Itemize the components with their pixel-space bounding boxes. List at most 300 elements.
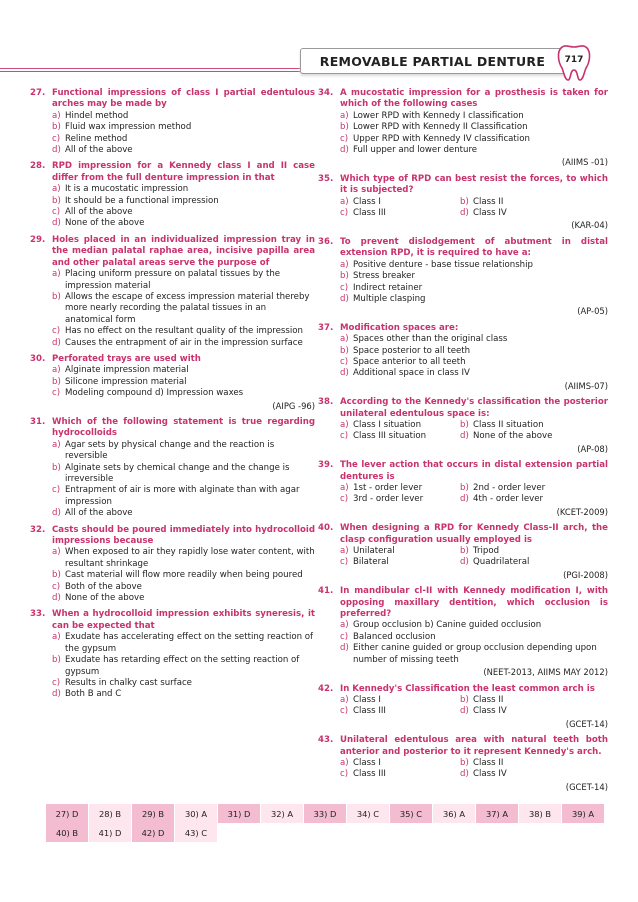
option-letter: b) xyxy=(52,122,61,133)
option-letter: c) xyxy=(340,494,349,505)
answer-row-1 xyxy=(46,804,606,823)
option-text: Tripod xyxy=(473,546,500,557)
question-header xyxy=(318,523,608,546)
option-letter: d) xyxy=(52,508,61,519)
option-text: Fluid wax impression method xyxy=(65,122,192,133)
option-row xyxy=(30,508,315,519)
option-text: Entrapment of air is more with alginate than with agar impression xyxy=(65,485,300,507)
option-row xyxy=(30,463,315,486)
option-right xyxy=(460,546,580,557)
question-number: 28. xyxy=(30,161,46,172)
option-letter: b) xyxy=(52,195,61,206)
option-left xyxy=(340,197,460,208)
option-letter: a) xyxy=(52,439,61,450)
option-row xyxy=(318,145,608,156)
question-header xyxy=(318,88,608,111)
option-left xyxy=(340,758,460,769)
option-text: It is a mucostatic impression xyxy=(65,184,189,195)
option-text: Class II situation xyxy=(473,419,544,430)
option-row xyxy=(318,643,608,666)
question-number: 36. xyxy=(318,236,334,247)
question-header xyxy=(318,460,608,483)
answer-cell: 28) B xyxy=(89,804,132,823)
option-text: None of the above xyxy=(65,218,145,229)
option-row xyxy=(30,207,315,218)
option-text: Exudate has retarding effect on the setting reaction of gypsum xyxy=(65,655,300,677)
option-letter: a) xyxy=(340,483,349,493)
option-text: When exposed to air they rapidly lose water content, with resultant shrinkage xyxy=(65,547,315,569)
option-letter: b) xyxy=(340,122,349,133)
option-letter: c) xyxy=(340,208,349,219)
option-text: Exudate has accelerating effect on the setting reaction of the gypsum xyxy=(65,632,314,654)
right-column xyxy=(318,88,608,798)
option-pair-row xyxy=(318,494,608,505)
answer-cell: 30) A xyxy=(175,804,218,823)
option-letter: d) xyxy=(52,593,61,604)
question-source: (PGI-2008) xyxy=(563,569,608,580)
option-letter: d) xyxy=(340,368,349,379)
option-letter: c) xyxy=(340,133,349,144)
option-text: Causes the entrapment of air in the impression surface xyxy=(65,337,303,348)
option-text: Cast material will flow more readily when being poured xyxy=(65,570,303,581)
question-block xyxy=(30,354,315,412)
option-left xyxy=(340,546,460,557)
option-letter: b) xyxy=(340,345,349,356)
question-block xyxy=(318,684,608,731)
question-source: (NEET-2013, AIIMS MAY 2012) xyxy=(483,667,608,678)
option-text: Group occlusion b) Canine guided occlusion xyxy=(353,620,542,631)
option-text: Balanced occlusion xyxy=(353,631,436,642)
option-text: Class III xyxy=(353,769,386,780)
option-text: Modeling compound d) Impression waxes xyxy=(65,388,244,399)
question-block xyxy=(30,161,315,229)
question-header xyxy=(318,323,608,334)
option-row xyxy=(30,582,315,593)
option-text: Class III xyxy=(353,208,386,219)
answer-cell: 39) A xyxy=(562,804,605,823)
question-source: (AP-08) xyxy=(577,443,608,454)
option-text: Silicone impression material xyxy=(65,376,187,387)
option-letter: c) xyxy=(52,326,61,337)
option-text: Lower RPD with Kennedy II Classification xyxy=(353,122,528,133)
option-right xyxy=(460,695,580,706)
answer-cell: 33) D xyxy=(304,804,347,823)
tooth-icon xyxy=(555,42,593,82)
option-letter: a) xyxy=(340,620,349,631)
option-text: Class IV xyxy=(473,208,507,219)
option-text: Space anterior to all teeth xyxy=(353,356,466,367)
question-text: Perforated trays are used with xyxy=(52,353,201,364)
question-header xyxy=(318,684,608,695)
question-block xyxy=(318,323,608,392)
question-header xyxy=(318,174,608,197)
question-text: Casts should be poured immediately into hydrocolloid impressions because xyxy=(52,524,315,547)
question-number: 30. xyxy=(30,353,46,364)
option-text: Agar sets by physical change and the reaction is reversible xyxy=(65,439,275,462)
question-block xyxy=(318,586,608,678)
question-header xyxy=(30,525,315,548)
question-text: When a hydrocolloid impression exhibits syneresis, it can be expected that xyxy=(52,609,315,631)
option-left xyxy=(340,706,460,717)
question-text: Modification spaces are: xyxy=(340,322,459,333)
option-right xyxy=(460,706,580,717)
option-letter: b) xyxy=(52,570,61,581)
question-source: (AIIMS -01) xyxy=(561,157,608,168)
option-right xyxy=(460,431,580,442)
answer-cell: 37) A xyxy=(476,804,519,823)
option-row xyxy=(318,294,608,305)
question-header xyxy=(318,735,608,758)
page-number: 717 xyxy=(564,55,584,65)
option-pair-row xyxy=(318,695,608,706)
question-number: 31. xyxy=(30,416,46,427)
option-text: Class I xyxy=(353,694,381,705)
left-column xyxy=(30,88,315,706)
option-pair-row xyxy=(318,557,608,568)
question-text: RPD impression for a Kennedy class I and II case differ from the full denture impression in that xyxy=(52,161,315,183)
option-pair-row xyxy=(318,758,608,769)
answer-key xyxy=(46,804,606,842)
option-text: Class II xyxy=(473,757,504,768)
option-letter: c) xyxy=(340,282,349,293)
question-block xyxy=(30,235,315,349)
option-letter: d) xyxy=(460,208,469,219)
option-text: Quadrilateral xyxy=(473,557,530,568)
option-letter: b) xyxy=(52,291,61,302)
question-number: 43. xyxy=(318,735,334,746)
option-row xyxy=(318,122,608,133)
question-text: When designing a RPD for Kennedy Class-II arch, the clasp configuration usually employed is xyxy=(340,523,608,545)
option-letter: b) xyxy=(460,419,469,430)
question-number: 37. xyxy=(318,322,334,333)
option-letter: c) xyxy=(52,133,61,144)
option-left xyxy=(340,695,460,706)
option-text: Class IV xyxy=(473,706,507,717)
option-letter: d) xyxy=(460,706,469,717)
option-row xyxy=(318,283,608,294)
question-block xyxy=(318,88,608,169)
option-text: Unilateral xyxy=(353,546,395,557)
option-letter: c) xyxy=(52,207,61,218)
option-pair-row xyxy=(318,208,608,219)
question-header xyxy=(30,354,315,365)
option-letter: a) xyxy=(52,632,61,643)
option-letter: a) xyxy=(340,546,349,557)
option-row xyxy=(30,388,315,399)
page-header xyxy=(0,42,638,82)
option-text: Spaces other than the original class xyxy=(353,334,508,345)
option-right xyxy=(460,208,580,219)
option-letter: d) xyxy=(52,337,61,348)
question-block xyxy=(318,735,608,793)
question-block xyxy=(318,460,608,518)
question-header xyxy=(30,88,315,111)
option-letter: b) xyxy=(460,694,469,705)
question-text: Unilateral edentulous area with natural teeth both anterior and posterior to it represent Kennedy's arch. xyxy=(340,735,608,757)
answer-cell: 32) A xyxy=(261,804,304,823)
option-letter: c) xyxy=(340,557,349,568)
question-number: 34. xyxy=(318,88,334,98)
question-header xyxy=(30,235,315,269)
option-right xyxy=(460,769,580,780)
answer-cell: 43) C xyxy=(175,823,218,842)
option-text: Class I situation xyxy=(353,419,422,430)
option-row xyxy=(30,440,315,463)
option-text: Results in chalky cast surface xyxy=(65,677,192,688)
option-letter: a) xyxy=(340,757,349,768)
question-number: 33. xyxy=(30,609,46,620)
option-row xyxy=(318,260,608,271)
option-left xyxy=(340,483,460,494)
option-row xyxy=(30,184,315,195)
answer-row-2 xyxy=(46,823,606,842)
question-block xyxy=(30,525,315,605)
option-letter: c) xyxy=(340,431,349,442)
answer-cell: 34) C xyxy=(347,804,390,823)
option-letter: c) xyxy=(52,677,61,688)
option-text: 1st - order lever xyxy=(353,483,423,493)
option-text: None of the above xyxy=(473,431,553,442)
option-row xyxy=(318,368,608,379)
option-text: Space posterior to all teeth xyxy=(353,345,471,356)
option-row xyxy=(30,547,315,570)
option-letter: c) xyxy=(340,769,349,780)
option-pair-row xyxy=(318,706,608,717)
option-row xyxy=(318,111,608,122)
option-right xyxy=(460,483,580,494)
option-letter: b) xyxy=(340,271,349,282)
question-block xyxy=(318,237,608,318)
option-text: Bilateral xyxy=(353,557,389,568)
option-letter: b) xyxy=(460,757,469,768)
question-text: Which type of RPD can best resist the forces, to which it is subjected? xyxy=(340,173,608,196)
option-text: Class III xyxy=(353,706,386,717)
question-number: 39. xyxy=(318,460,334,471)
question-header xyxy=(318,237,608,260)
question-number: 35. xyxy=(318,173,334,184)
option-row xyxy=(30,218,315,229)
option-letter: c) xyxy=(340,356,349,367)
option-letter: d) xyxy=(52,218,61,229)
option-row xyxy=(318,357,608,368)
option-text: Class II xyxy=(473,196,504,207)
option-letter: a) xyxy=(340,334,349,345)
option-text: Additional space in class IV xyxy=(353,368,470,379)
option-right xyxy=(460,197,580,208)
question-text: The lever action that occurs in distal extension partial dentures is xyxy=(340,460,608,482)
option-text: Class I xyxy=(353,196,381,207)
option-text: Full upper and lower denture xyxy=(353,145,478,156)
option-text: Both of the above xyxy=(65,581,142,592)
option-text: Upper RPD with Kennedy IV classification xyxy=(353,133,530,144)
question-number: 40. xyxy=(318,523,334,534)
question-source: (GCET-14) xyxy=(565,781,608,792)
question-text: In Kennedy's Classification the least common arch is xyxy=(340,683,595,694)
option-letter: c) xyxy=(52,581,61,592)
chapter-title: REMOVABLE PARTIAL DENTURE xyxy=(319,53,546,69)
option-row xyxy=(318,346,608,357)
header-title-box xyxy=(300,48,565,74)
option-letter: d) xyxy=(52,145,61,156)
question-text: Functional impressions of class I partial edentulous arches may be made by xyxy=(52,88,315,110)
question-text: To prevent dislodgement of abutment in distal extension RPD, it is required to have a: xyxy=(340,236,608,259)
option-right xyxy=(460,420,580,431)
option-letter: d) xyxy=(340,145,349,156)
option-pair-row xyxy=(318,769,608,780)
option-right xyxy=(460,758,580,769)
option-text: All of the above xyxy=(65,207,133,218)
option-row xyxy=(30,122,315,133)
option-text: Positive denture - base tissue relationship xyxy=(353,259,533,270)
option-right xyxy=(460,557,580,568)
option-letter: d) xyxy=(460,431,469,442)
question-number: 38. xyxy=(318,397,334,408)
question-header xyxy=(318,397,608,420)
option-row xyxy=(30,338,315,349)
answer-cell: 41) D xyxy=(89,823,132,842)
question-number: 42. xyxy=(318,683,334,694)
question-source: (AIIMS-07) xyxy=(564,380,608,391)
question-source: (KAR-04) xyxy=(571,220,608,231)
option-text: None of the above xyxy=(65,593,145,604)
option-letter: a) xyxy=(52,269,61,280)
option-letter: a) xyxy=(340,196,349,207)
option-row xyxy=(318,632,608,643)
option-letter: c) xyxy=(52,388,61,399)
option-row xyxy=(318,620,608,631)
option-letter: d) xyxy=(460,494,469,505)
option-letter: c) xyxy=(52,485,61,496)
question-number: 32. xyxy=(30,524,46,535)
answer-cell: 38) B xyxy=(519,804,562,823)
question-source: (GCET-14) xyxy=(565,718,608,729)
option-letter: a) xyxy=(340,110,349,121)
option-text: Has no effect on the resultant quality of the impression xyxy=(65,326,303,337)
option-text: Placing uniform pressure on palatal tissues by the impression material xyxy=(65,269,281,291)
question-number: 41. xyxy=(318,586,334,597)
option-text: Lower RPD with Kennedy I classification xyxy=(353,110,524,121)
option-letter: a) xyxy=(340,419,349,430)
option-letter: d) xyxy=(340,643,349,654)
option-text: 4th - order lever xyxy=(473,494,544,505)
option-left xyxy=(340,769,460,780)
question-header xyxy=(30,609,315,632)
option-row xyxy=(30,196,315,207)
option-row xyxy=(30,365,315,376)
option-row xyxy=(30,145,315,156)
option-text: Hindel method xyxy=(65,110,129,121)
option-row xyxy=(30,326,315,337)
option-letter: b) xyxy=(460,483,469,493)
option-text: Class II xyxy=(473,694,504,705)
option-row xyxy=(318,134,608,145)
option-row xyxy=(30,593,315,604)
question-text: A mucostatic impression for a prosthesis is taken for which of the following cases xyxy=(340,88,608,110)
option-row xyxy=(30,570,315,581)
option-left xyxy=(340,494,460,505)
option-letter: a) xyxy=(52,547,61,558)
option-row xyxy=(318,271,608,282)
question-text: According to the Kennedy's classification the posterior unilateral edentulous space is: xyxy=(340,397,608,419)
option-text: Reline method xyxy=(65,133,128,144)
question-block xyxy=(30,417,315,520)
question-header xyxy=(30,161,315,184)
option-text: Stress breaker xyxy=(353,271,415,282)
option-text: Alginate impression material xyxy=(65,365,189,376)
answer-cell: 31) D xyxy=(218,804,261,823)
question-source: (AIPG -96) xyxy=(272,400,315,411)
option-row xyxy=(30,269,315,292)
option-pair-row xyxy=(318,197,608,208)
option-letter: c) xyxy=(340,706,349,717)
question-block xyxy=(30,609,315,700)
option-text: All of the above xyxy=(65,145,133,156)
answer-cell: 27) D xyxy=(46,804,89,823)
option-text: Both B and C xyxy=(65,689,122,700)
option-row xyxy=(30,689,315,700)
question-source: (KCET-2009) xyxy=(556,506,608,517)
option-text: Multiple clasping xyxy=(353,293,426,304)
option-pair-row xyxy=(318,546,608,557)
option-left xyxy=(340,420,460,431)
question-block xyxy=(318,174,608,232)
question-number: 27. xyxy=(30,88,46,98)
option-text: 3rd - order lever xyxy=(353,494,424,505)
option-left xyxy=(340,431,460,442)
question-text: Which of the following statement is true regarding hydrocolloids xyxy=(52,416,315,439)
option-row xyxy=(30,134,315,145)
option-row xyxy=(30,377,315,388)
option-text: Class IV xyxy=(473,769,507,780)
question-header xyxy=(318,586,608,620)
answer-cell: 42) D xyxy=(132,823,175,842)
option-text: Allows the escape of excess impression material thereby more nearly recording the palatal tissues in an anatomical form xyxy=(65,291,310,325)
option-row xyxy=(30,632,315,655)
option-row xyxy=(30,655,315,678)
question-text: Holes placed in an individualized impression tray in the median palatal raphae area, incisive papilla area and other palatal areas serve the purpose of xyxy=(52,234,315,268)
question-block xyxy=(30,88,315,156)
option-letter: d) xyxy=(52,689,61,700)
option-text: Indirect retainer xyxy=(353,282,423,293)
option-text: Class I xyxy=(353,757,381,768)
question-header xyxy=(30,417,315,440)
option-letter: b) xyxy=(52,655,61,666)
answer-cell: 36) A xyxy=(433,804,476,823)
option-letter: b) xyxy=(52,376,61,387)
option-pair-row xyxy=(318,431,608,442)
option-left xyxy=(340,557,460,568)
question-block xyxy=(318,397,608,455)
option-text: Either canine guided or group occlusion depending upon number of missing teeth xyxy=(353,643,597,665)
question-source: (AP-05) xyxy=(577,306,608,317)
option-row xyxy=(30,678,315,689)
option-row xyxy=(318,334,608,345)
option-text: It should be a functional impression xyxy=(65,195,219,206)
answer-cell: 35) C xyxy=(390,804,433,823)
option-left xyxy=(340,208,460,219)
option-letter: a) xyxy=(52,184,61,195)
option-right xyxy=(460,494,580,505)
option-letter: d) xyxy=(460,557,469,568)
answer-cell: 29) B xyxy=(132,804,175,823)
option-letter: a) xyxy=(340,694,349,705)
option-letter: a) xyxy=(340,259,349,270)
option-letter: b) xyxy=(52,462,61,473)
option-letter: b) xyxy=(460,196,469,207)
option-row xyxy=(30,485,315,508)
option-row xyxy=(30,292,315,326)
option-letter: a) xyxy=(52,110,61,121)
